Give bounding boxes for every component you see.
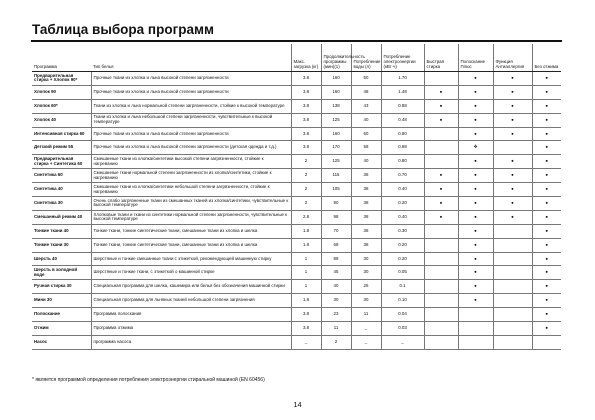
energy-consumption: 0.10 [381,294,424,308]
quick-wash-mark [424,322,458,336]
table-row [32,280,561,294]
antiallergy-mark: ● [493,210,532,224]
antiallergy-mark: ● [493,183,532,197]
rinse-plus-mark: ● [458,266,493,280]
no-spin-mark: ● [532,141,561,155]
quick-wash-mark [424,155,458,169]
quick-wash-mark: ● [424,85,458,99]
max-load: 3.8 [291,322,321,336]
table-row [32,294,561,308]
no-spin-mark: ● [532,155,561,169]
laundry-type: Ткани из хлопка и льна нормальной степени загрязненности, стойкие к высокой температуре [91,99,291,113]
header-antiallergy: Функция Антиаллергия [493,44,532,72]
laundry-type: Прочные ткани из хлопка и льна высокой степени загрязненности [91,85,291,99]
duration: 45 [321,266,351,280]
antiallergy-mark [493,238,532,252]
header-rinse-plus: Полоскание Плюс [458,44,493,72]
antiallergy-mark: ● [493,72,532,86]
water-consumption: 38 [351,197,381,211]
laundry-type: Ткани из хлопка и льна небольшой степени загрязненности, чувствительные к высокой температуре [91,113,291,127]
table-header-row [32,44,561,72]
water-consumption: 60 [351,127,381,141]
table-row [32,85,561,99]
title-rule [31,40,562,42]
program-name: Предварительная стирка + Синтетика 60 [32,155,91,169]
antiallergy-mark [493,266,532,280]
water-consumption: _ [351,335,381,349]
energy-consumption: 0.20 [381,252,424,266]
quick-wash-mark: ● [424,210,458,224]
max-load: 1.8 [291,224,321,238]
program-name: Мини 30 [32,294,91,308]
energy-consumption: 0.80 [381,127,424,141]
rinse-plus-mark: ● [458,252,493,266]
water-consumption: 50 [351,72,381,86]
energy-consumption: 1.48 [381,85,424,99]
program-name: Ручная стирка 30 [32,280,91,294]
rinse-plus-mark [458,322,493,336]
table-row [32,238,561,252]
laundry-type: Специальная программа для льняных тканей небольшой степени загрязнения [91,294,291,308]
energy-consumption: _ [381,335,424,349]
duration: 125 [321,155,351,169]
energy-consumption: 0.1 [381,280,424,294]
no-spin-mark: ● [532,169,561,183]
rinse-plus-mark: ● [458,183,493,197]
duration: 160 [321,72,351,86]
no-spin-mark: ● [532,322,561,336]
quick-wash-mark [424,294,458,308]
max-load: 3.8 [291,85,321,99]
rinse-plus-mark: ● [458,210,493,224]
antiallergy-mark: ● [493,127,532,141]
header-quick-wash: Быстрая стирка [424,44,458,72]
laundry-type: Смешанные ткани из хлопка/синтетики небольшой степени загрязненности, стойкие к нагреванию [91,183,291,197]
quick-wash-mark: ● [424,99,458,113]
program-name: Интенсивная стирка 60 [32,127,91,141]
no-spin-mark: ● [532,238,561,252]
no-spin-mark: ● [532,183,561,197]
program-name: Шерсть в холодной воде [32,266,91,280]
rinse-plus-mark: ● [458,155,493,169]
quick-wash-mark: ● [424,113,458,127]
quick-wash-mark [424,280,458,294]
laundry-type: Прочные ткани из хлопка и льна высокой степени загрязненности (детская одежда и т.д.) [91,141,291,155]
energy-consumption: 0.30 [381,224,424,238]
antiallergy-mark: ● [493,99,532,113]
rinse-plus-mark: ● [458,127,493,141]
max-load: 3.8 [291,72,321,86]
energy-consumption: 0.03 [381,322,424,336]
table-row [32,169,561,183]
max-load: 3.8 [291,127,321,141]
duration: 105 [321,183,351,197]
header-no-spin: Без отжима [532,44,561,72]
energy-consumption: 0.20 [381,197,424,211]
header-laundry-type: Тип белья [91,44,291,72]
laundry-type: программа насоса [91,335,291,349]
duration: 160 [321,85,351,99]
duration: 23 [321,308,351,322]
duration: 11 [321,322,351,336]
antiallergy-mark [493,141,532,155]
quick-wash-mark [424,335,458,349]
water-consumption: 38 [351,238,381,252]
table-row [32,127,561,141]
program-name: Тонкие ткани 40 [32,224,91,238]
laundry-type: Программа отжима [91,322,291,336]
header-program: Программа [32,44,91,72]
duration: 40 [321,280,351,294]
no-spin-mark: ● [532,252,561,266]
no-spin-mark: ● [532,197,561,211]
header-max-load: Макс. загрузка (кг) [291,44,321,72]
water-consumption: _ [351,322,381,336]
table-body [32,72,561,350]
max-load: 1 [291,266,321,280]
antiallergy-mark [493,322,532,336]
water-consumption: 40 [351,155,381,169]
water-consumption: 38 [351,169,381,183]
quick-wash-mark [424,141,458,155]
program-name: Хлопок 40 [32,113,91,127]
program-name: Синтетика 30 [32,197,91,211]
program-name: Насос [32,335,91,349]
no-spin-mark: ● [532,113,561,127]
table-row [32,155,561,169]
program-name: Хлопок 60* [32,99,91,113]
water-consumption: 38 [351,210,381,224]
energy-consumption: 0.40 [381,183,424,197]
program-name: Хлопок 90 [32,85,91,99]
energy-consumption: 0.04 [381,308,424,322]
duration: 115 [321,169,351,183]
program-name: Детский режим 55 [32,141,91,155]
energy-consumption: 0.05 [381,266,424,280]
rinse-plus-mark: ● [458,294,493,308]
antiallergy-mark: ● [493,169,532,183]
duration: 160 [321,127,351,141]
quick-wash-mark [424,72,458,86]
table-row [32,113,561,127]
table-row [32,197,561,211]
table-row [32,141,561,155]
program-name: Шерсть 40 [32,252,91,266]
no-spin-mark [532,335,561,349]
water-consumption: 43 [351,99,381,113]
quick-wash-mark [424,238,458,252]
header-duration: Продолжительность программы (мин)(1) [321,44,351,72]
duration: 88 [321,252,351,266]
laundry-type: Хлопковые ткани и ткани из синтетики нормальной степени загрязненности, чувствительные к высокой температуре [91,210,291,224]
water-consumption: 30 [351,266,381,280]
table-row [32,99,561,113]
antiallergy-mark: ● [493,85,532,99]
antiallergy-mark [493,335,532,349]
no-spin-mark: ● [532,224,561,238]
water-consumption: 48 [351,85,381,99]
quick-wash-mark: ● [424,183,458,197]
max-load: 2 [291,155,321,169]
duration: 170 [321,141,351,155]
duration: 90 [321,197,351,211]
program-name: Синтетика 60 [32,169,91,183]
duration: 98 [321,210,351,224]
rinse-plus-mark: ● [458,238,493,252]
max-load: 3.8 [291,113,321,127]
rinse-plus-mark: ● [458,169,493,183]
antiallergy-mark: ● [493,197,532,211]
water-consumption: 40 [351,113,381,127]
laundry-type: Прочные ткани из хлопка и льна высокой степени загрязненности [91,72,291,86]
max-load: 1 [291,280,321,294]
water-consumption: 38 [351,224,381,238]
no-spin-mark: ● [532,99,561,113]
laundry-type: Шерстяные и тонкие ткани, с этикеткой о машинной стирке [91,266,291,280]
page-title: Таблица выбора программ [32,22,214,37]
max-load: 3.8 [291,141,321,155]
laundry-type: Смешанные ткани нормальной степени загрязненности из хлопка/синтетики, стойкие к нагреванию [91,169,291,183]
water-consumption: 58 [351,141,381,155]
rinse-plus-mark: ● [458,113,493,127]
no-spin-mark: ● [532,266,561,280]
energy-consumption: 1.70 [381,72,424,86]
max-load: 1.8 [291,238,321,252]
quick-wash-mark [424,224,458,238]
energy-consumption: 0.88 [381,99,424,113]
duration: 138 [321,99,351,113]
table-row [32,335,561,349]
antiallergy-mark [493,294,532,308]
program-name: Полоскание [32,308,91,322]
max-load: 2 [291,183,321,197]
table-row [32,224,561,238]
water-consumption: 38 [351,183,381,197]
max-load: 1.8 [291,294,321,308]
rinse-plus-mark: ● [458,72,493,86]
table-row [32,252,561,266]
no-spin-mark: ● [532,280,561,294]
energy-consumption: 0.98 [381,141,424,155]
program-name: Синтетика 40 [32,183,91,197]
antiallergy-mark [493,252,532,266]
laundry-type: Тонкие ткани, тонкие синтетические ткани, смешанные ткани из хлопка и шелка [91,224,291,238]
max-load: 3.8 [291,308,321,322]
rinse-plus-mark: ❖ [458,141,493,155]
no-spin-mark: ● [532,308,561,322]
antiallergy-mark [493,308,532,322]
duration: 125 [321,113,351,127]
laundry-type: Тонкие ткани, тонкие синтетические ткани, смешанные ткани из хлопка и шелка [91,238,291,252]
antiallergy-mark: ● [493,113,532,127]
header-energy: Потребление электроэнергии (кВт·ч) [381,44,424,72]
rinse-plus-mark: ● [458,85,493,99]
program-name: Предварительная стирка + Хлопок 90* [32,72,91,86]
water-consumption: 25 [351,280,381,294]
laundry-type: Специальная программа для шелка, кашемира или белья без обозначения машинной стирки [91,280,291,294]
max-load: 1 [291,252,321,266]
water-consumption: 11 [351,308,381,322]
program-table [32,44,561,350]
max-load: 2.8 [291,210,321,224]
max-load: 2 [291,169,321,183]
table-row [32,266,561,280]
energy-consumption: 0.48 [381,113,424,127]
laundry-type: Шерстяные и тонкие смешанные ткани с этикеткой, рекомендующей машинную стирку [91,252,291,266]
energy-consumption: 0.20 [381,238,424,252]
no-spin-mark: ● [532,127,561,141]
max-load: 3.8 [291,99,321,113]
water-consumption: 30 [351,252,381,266]
duration: 30 [321,294,351,308]
header-water: Потребление воды (л) [351,44,381,72]
quick-wash-mark [424,308,458,322]
page-number: 14 [293,400,302,409]
max-load: 2 [291,197,321,211]
duration: 2 [321,335,351,349]
table-row [32,322,561,336]
rinse-plus-mark [458,308,493,322]
energy-consumption: 0.40 [381,210,424,224]
antiallergy-mark [493,224,532,238]
rinse-plus-mark: ● [458,197,493,211]
no-spin-mark: ● [532,85,561,99]
rinse-plus-mark: ● [458,280,493,294]
laundry-type: Смешанные ткани из хлопка/синтетики высокой степени загрязненности, стойкие к нагреванию [91,155,291,169]
antiallergy-mark: ● [493,155,532,169]
no-spin-mark: ● [532,294,561,308]
water-consumption: 30 [351,294,381,308]
laundry-type: Очень слабо загрязненные ткани из смешанных тканей из хлопка/синтетики, чувствительные к высокой температуре [91,197,291,211]
quick-wash-mark [424,252,458,266]
quick-wash-mark [424,127,458,141]
quick-wash-mark: ● [424,169,458,183]
rinse-plus-mark: ● [458,99,493,113]
program-name: Тонкие ткани 30 [32,238,91,252]
quick-wash-mark: ● [424,197,458,211]
program-name: Отжим [32,322,91,336]
max-load: _ [291,335,321,349]
table-row [32,183,561,197]
no-spin-mark: ● [532,210,561,224]
energy-consumption: 0.70 [381,169,424,183]
rinse-plus-mark: ● [458,224,493,238]
no-spin-mark: ● [532,72,561,86]
duration: 68 [321,238,351,252]
table-row [32,308,561,322]
duration: 70 [321,224,351,238]
quick-wash-mark [424,266,458,280]
footnote: * является программой определения потребления электроэнергии стиральной машиной (EN 60456) [32,377,265,383]
laundry-type: Программа полоскания [91,308,291,322]
table-row [32,72,561,86]
table-row [32,210,561,224]
laundry-type: Прочные ткани из хлопка и льна высокой степени загрязненности [91,127,291,141]
rinse-plus-mark [458,335,493,349]
program-name: Смешанный режим 40 [32,210,91,224]
antiallergy-mark [493,280,532,294]
energy-consumption: 0.80 [381,155,424,169]
